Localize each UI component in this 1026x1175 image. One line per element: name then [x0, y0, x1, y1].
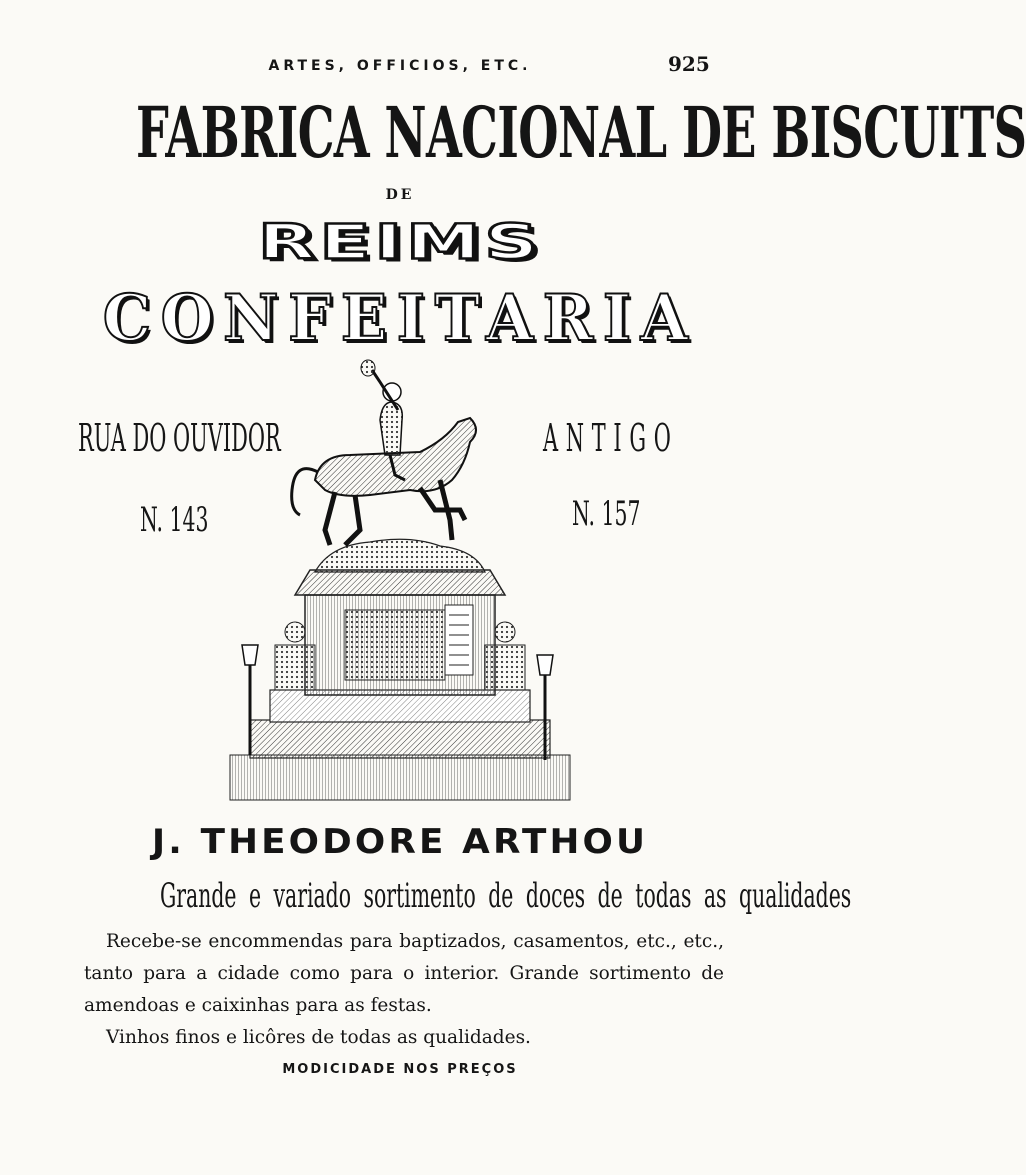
advert-title-de: DE [385, 187, 415, 203]
advert-body [84, 926, 724, 1054]
advert-title: FABRICA NACIONAL DE BISCUITS [136, 91, 1026, 174]
tagline: Grande e variado sortimento de doces de todas as qualidades [159, 876, 852, 916]
advert-subtitle: CONFEITARIA [102, 281, 698, 356]
address-left: RUA DO OUVIDOR [78, 416, 281, 460]
number-right: N. 157 [572, 494, 641, 534]
address-right: ANTIGO [543, 416, 679, 460]
footer-slogan: MODICIDADE NOS PREÇOS [282, 1062, 518, 1077]
equestrian-statue-icon [220, 360, 580, 810]
number-left: N. 143 [140, 500, 209, 540]
body-paragraph-2: Vinhos finos e licôres de todas as qualidades. [106, 1027, 531, 1048]
advert-city: REIMS [257, 214, 543, 271]
body-paragraph-1: Recebe-se encommendas para baptizados, casamentos, etc., etc., tanto para a cidade como para o interior. Grande sortimento de amendoas e caixinhas para as festas. [84, 931, 724, 1016]
owner-name: J. THEODORE ARTHOU [151, 822, 649, 862]
page-number: 925 [668, 52, 710, 76]
running-header: ARTES, OFFICIOS, ETC. [268, 58, 532, 74]
